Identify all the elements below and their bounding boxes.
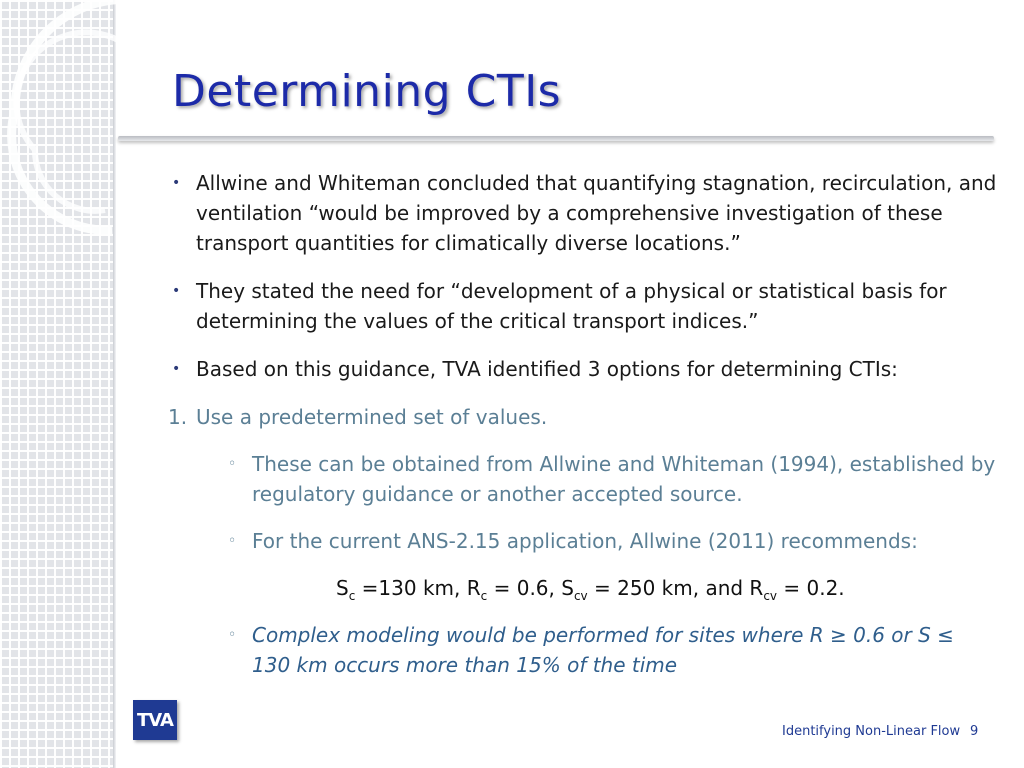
footer-caption: Identifying Non-Linear Flow <box>782 724 961 739</box>
bullet-item <box>168 354 998 384</box>
slide-title: Determining CTIs <box>172 66 562 117</box>
decorative-swirl <box>0 0 160 260</box>
sub-bullet-icon: ◦ <box>228 456 237 472</box>
bullet-item <box>168 168 998 258</box>
bullet-text: Allwine and Whiteman concluded that quantifying stagnation, recirculation, and ventilation “would be improved by a comprehensive investigation of these transport quantities for climatically diverse locations.” <box>196 171 997 255</box>
sub-bullet-icon: ◦ <box>228 627 237 643</box>
numbered-item <box>168 402 998 432</box>
bullet-item <box>168 276 998 336</box>
bullet-text: Based on this guidance, TVA identified 3 options for determining CTIs: <box>196 357 898 381</box>
page-number: 9 <box>970 724 979 739</box>
bullet-icon: • <box>172 283 181 299</box>
title-divider <box>118 136 994 141</box>
bullet-text: They stated the need for “development of a physical or statistical basis for determining the values of the critical transport indices.” <box>196 279 947 333</box>
sub-item <box>168 449 998 509</box>
bullet-icon: • <box>172 361 181 377</box>
sub-item <box>168 620 998 680</box>
numbered-text: Use a predetermined set of values. <box>196 405 548 429</box>
sub-bullet-icon: ◦ <box>228 533 237 549</box>
sub-item-text: Complex modeling would be performed for sites where R ≥ 0.6 or S ≤ 130 km occurs more than 15% of the time <box>252 623 954 677</box>
item-number: 1. <box>168 405 188 429</box>
tva-logo: TVA <box>133 700 177 740</box>
slide-body <box>168 168 998 697</box>
sub-item-text: For the current ANS-2.15 application, Allwine (2011) recommends: <box>252 529 918 553</box>
sub-item-text: These can be obtained from Allwine and Whiteman (1994), established by regulatory guidance or another accepted source. <box>252 452 996 506</box>
sub-item <box>168 526 998 556</box>
bullet-icon: • <box>172 175 181 191</box>
recommended-values: $S_c =130$ km, $R_c = 0.6$, $S_{cv} = 250$ km, and $R_{cv} = 0.2$. <box>336 576 845 603</box>
